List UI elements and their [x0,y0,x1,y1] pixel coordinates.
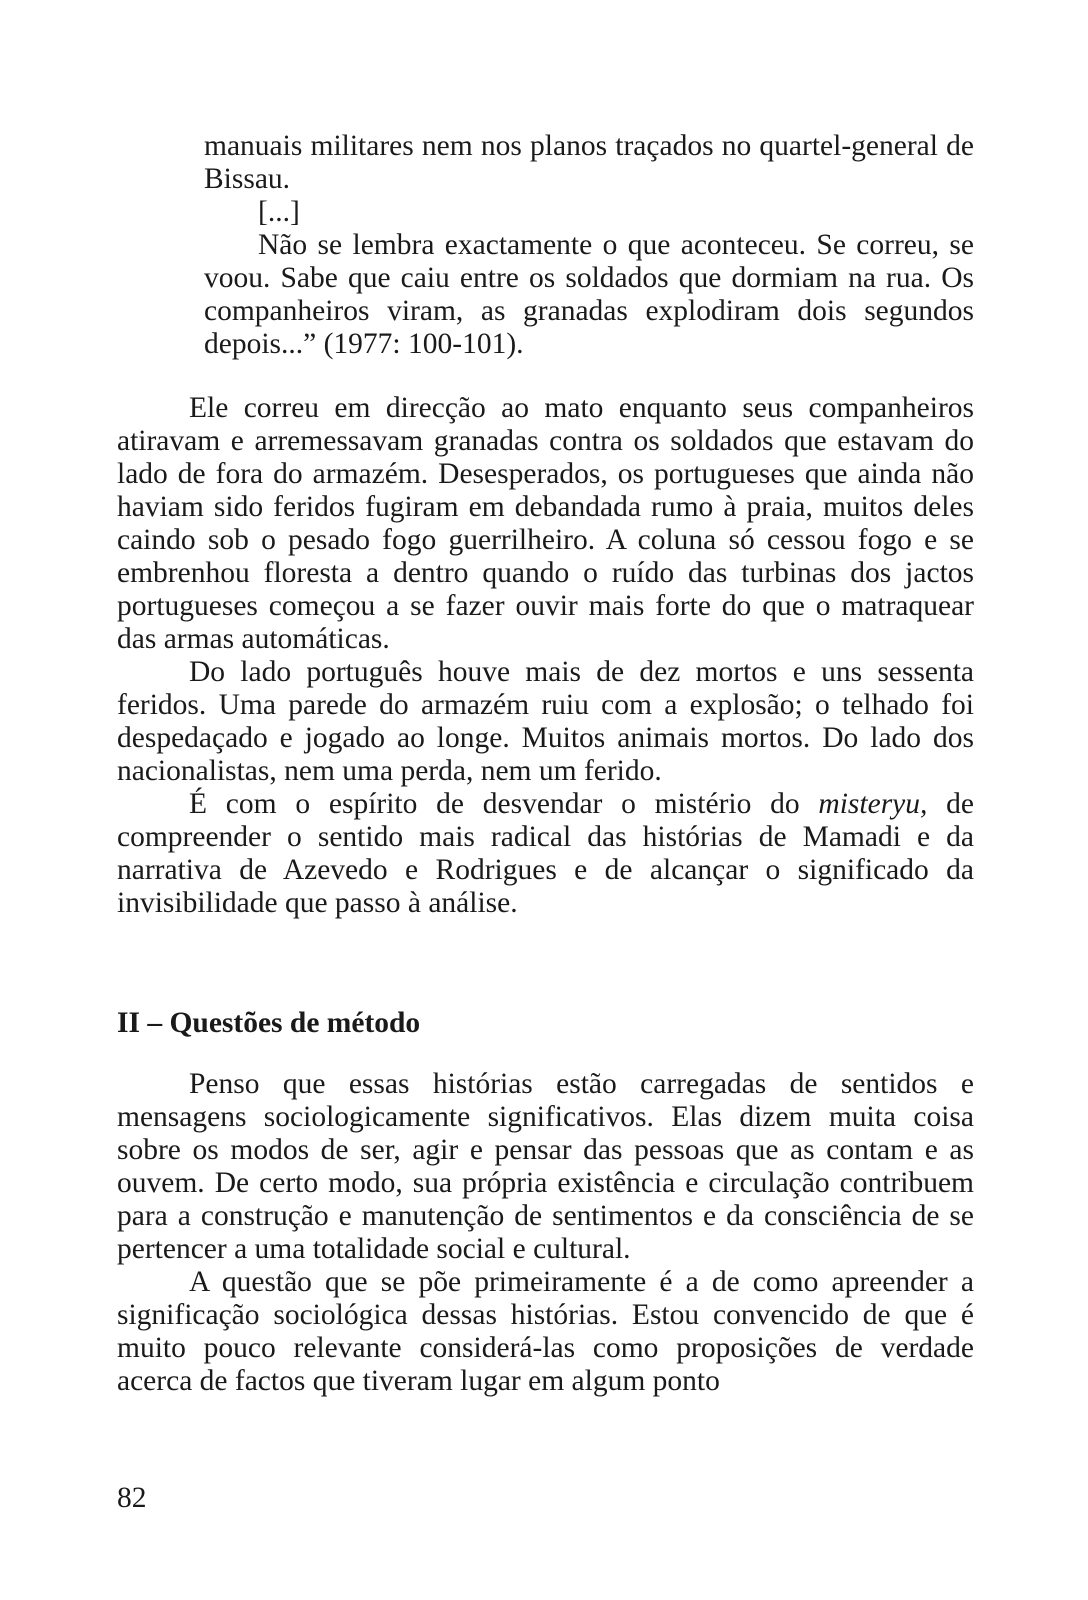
italic-term: misteryu, [818,788,928,820]
paragraph: Penso que essas histórias estão carregadas de sentidos e mensagens sociologicamente significativos. Elas dizem muita coisa sobre os modos de ser, agir e pensar das pessoas que as contam e as ouvem. De certo modo, sua própria existência e circulação contribuem para a construção e manutenção de sentimentos e da consciência de se pertencer a uma totalidade social e cultural. [117,1068,974,1265]
paragraph [117,788,974,920]
quote-line: manuais militares nem nos planos traçados no quartel-general de Bissau. [204,130,974,195]
quote-paragraph: Não se lembra exactamente o que aconteceu. Se correu, se voou. Sabe que caiu entre os soldados que dormiam na rua. Os companheiros viram, as granadas explodiram dois segundos depois...” (1977: 100-101). [204,229,974,360]
body-text-section-1 [117,392,974,920]
block-quote [204,130,974,361]
page-number: 82 [117,1482,147,1514]
paragraph: Ele correu em direcção ao mato enquanto seus companheiros atiravam e arremessavam granadas contra os soldados que estavam do lado de fora do armazém. Desesperados, os portugueses que ainda não haviam sido feridos fugiram em debandada rumo à praia, muitos deles caindo sob o pesado fogo guerrilheiro. A coluna só cessou fogo e se embrenhou floresta a dentro quando o ruído das turbinas dos jactos portugueses começou a se fazer ouvir mais forte do que o matraquear das armas automáticas. [117,392,974,655]
paragraph: A questão que se põe primeiramente é a de como apreender a significação sociológica dessas histórias. Estou convencido de que é muito pouco relevante considerá-las como proposições de verdade acerca de factos que tiveram lugar em algum ponto [117,1266,974,1397]
paragraph-text: É com o espírito de desvendar o mistério do [189,788,819,820]
quote-ellipsis: [...] [258,196,300,228]
body-text-section-2 [117,1068,974,1398]
paragraph-text: de compreender o sentido mais radical das histórias de Mamadi e da narrativa de Azevedo e Rodrigues e de alcançar o significado da invisibilidade que passo à análise. [117,788,975,919]
paragraph: Do lado português houve mais de dez mortos e uns sessenta feridos. Uma parede do armazém ruiu com a explosão; o telhado foi despedaçado e jogado ao longe. Muitos animais mortos. Do lado dos nacionalistas, nem uma perda, nem um ferido. [117,656,974,787]
section-heading: II – Questões de método [117,1007,421,1039]
